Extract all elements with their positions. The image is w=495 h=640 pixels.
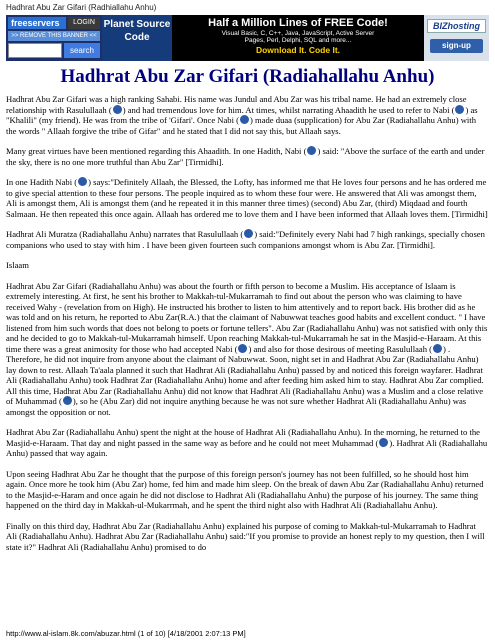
salutation-icon — [433, 344, 442, 353]
planet-source-code-logo[interactable]: Planet Source Code — [102, 15, 172, 61]
paragraph-virtues: Many great virtues have been mentioned regarding this Ahaadith. In one Hadith, Nabi ( ) said: "Above the surface of the earth and under the sky, there is no one more truthful than Abu Zar" [Tirmidhi]. — [6, 146, 485, 167]
salutation-icon — [63, 396, 72, 405]
paragraph-acceptance: Hadhrat Abu Zar Gifari (Radiahallahu Anhu) was about the fourth or fifth person to become a Muslim. His acceptance of Islaam is extremely interesting. At first, he sent his brother to Makkah-tul-Mukarramah to find out about the person who was claiming to have received Wahy - (revelation from on High). He instructed his brother to listen to him attentively and to report back. His brother did as he was told and on his return, he reported to Abu Zar(R.A.) that the claimant of Nabuwwat teaches good habits and excellent conduct. " I have listened from him such words that does not belong to poets or fortune tellers". Abu Zar (Radiahallahu Anhu) was not satisfied with only this and he decided to go to Makkah-tul-Mukarramah himself. Upon reaching Makkah-tul-Mukarramah he sat in the Masjid-e-Haraam. At this time there was a great animosity for those who had accepted Nabi ( ) and also for those desirous of meeting Rasulullaah ( ) . Therefore, he did not inquire from anyone about the claimant of Nabuwwat. Soon, night set in and Hadhrat Abu Zar (Radiahallahu Anhu) lay down to rest. Allaah Ta'aala planned it such that Hadhrat Ali (Radiahallahu Anhu) passed by and noticed this foreign wayfarer. Hadhrat Ali (Radiahallahu Anhu) took Hadhrat Zar (Radiahallahu Anhu) home and after feeding him asked him to stay. Hadhrat Abu Zar complied. All this time, Hadhrat Abu Zar (Radiahallahu Anhu) did not know that Hadhrat Ali (Radiahallahu Anhu) was a Muslim and a close relative of Muhammad ( ), so he (Abu Zar) did not inquire anything because he was not sure whether Hadhrat Ali (Radiahallahu Anhu) was amongst the opposition or not. — [6, 280, 488, 417]
salutation-icon — [240, 115, 249, 124]
bizhosting-logo[interactable]: BIZhosting — [427, 19, 486, 33]
freeservers-logo[interactable]: freeservers — [8, 17, 66, 29]
salutation-icon — [238, 344, 247, 353]
salutation-icon — [113, 105, 122, 114]
paragraph-companions: Hadhrat Ali Muratza (Radiahallahu Anhu) narrates that Rasulullaah ( ) said:"Definitely every Nabi had 7 high rankings, specially chosen companions who used to stay with him . I have been given fourteen such companions amongst whom is Abu Zar. [Tirmidhi]. — [6, 229, 485, 250]
section-heading-islaam: Islaam — [6, 260, 29, 270]
article-body — [6, 94, 488, 562]
search-button[interactable]: search — [64, 43, 100, 58]
ad-line-2: Pages, Perl, Delphi, SQL and more... — [244, 37, 352, 44]
salutation-icon — [379, 438, 388, 447]
paragraph-intro: Hadhrat Abu Zar Gifari was a high ranking Sahabi. His name was Jundul and Abu Zar was his tribal name. He had an extremely close relationship with Rasulullaah ( ) and had tremendous love for him. At times, whilst narrating Ahaadith he used to refer to Nabi ( ) as "Khalili" (my friend). He was from the tribe of 'Gifari'. Once Nabi ( ) made duaa (supplication) for Abu Zar (Radiahallahu Anhu) with the words " Allaah forgive the tribe of Gifar" and he stated that I did not say this, but Allaah says. — [6, 94, 478, 136]
page-title: Hadhrat Abu Zar Gifari (Radiahallahu Anhu) — [60, 66, 435, 87]
ad-banner — [6, 15, 489, 61]
salutation-icon — [244, 229, 253, 238]
remove-banner-link[interactable]: >> REMOVE THIS BANNER << — [8, 31, 100, 41]
paragraph-night-stay: Hadhrat Abu Zar (Radiahallahu Anhu) spent the night at the house of Hadhrat Ali (Radiahallahu Anhu). In the morning, he returned to the Masjid-e-Haraam. That day and night passed in the same way as before and he could not meet Muhammad ( ). Hadhrat Ali (Radiahallahu Anhu) passed that way again. — [6, 427, 488, 458]
salutation-icon — [78, 177, 87, 186]
print-footer-url: http://www.al-islam.8k.com/abuzar.html (1 of 10) [4/18/2001 2:07:13 PM] — [6, 629, 246, 638]
freeservers-panel — [6, 15, 102, 61]
signup-button[interactable]: sign-up — [430, 39, 483, 53]
ad-line-1: Visual Basic, C, C++, Java, JavaScript, Active Server — [221, 30, 375, 37]
free-code-ad[interactable] — [172, 15, 424, 61]
ad-call-to-action: Download It. Code It. — [255, 45, 341, 55]
ad-headline: Half a Million Lines of FREE Code! — [208, 17, 388, 29]
paragraph-four-persons: In one Hadith Nabi ( ) says:"Definitely Allaah, the Blessed, the Lofty, has informed me that He loves four persons and he has ordered me to give special attention to these four persons. The people inquired as to whom these four were. He answered that Ali was amongst them, Ali is amongst them, Ali is amongst them (and he repeated it in this manner three times) (second) Abu Zar, (third) Miqdaad and fourth Salmaan. He then repeated this once again. Allaah has ordered me to love them and I have been informed that Allaah loves them. [Tirmidhi] — [6, 177, 488, 219]
login-button[interactable]: LOGIN — [68, 17, 100, 29]
print-header-title: Hadhrat Abu Zar Gifari (Radhiallahu Anhu) — [6, 3, 157, 12]
salutation-icon — [307, 146, 316, 155]
search-input[interactable] — [8, 43, 62, 58]
bizhosting-panel — [424, 15, 489, 61]
salutation-icon — [455, 105, 464, 114]
paragraph-purpose: Finally on this third day, Hadhrat Abu Zar (Radiahallahu Anhu) explained his purpose of coming to Makkah-tul-Mukarramah to Hadhrat Ali (Radiahallahu Anhu). Hadhrat Abu Zar (Radiahallahu Anhu) said:"If you promise to provide an honest reply to my question, then I will state it?" Hadhrat Ali (Radiahallahu Anhu) promised to do — [6, 520, 485, 552]
paragraph-third-day: Upon seeing Hadhrat Abu Zar he thought that the purpose of this foreign person's journey has not been fulfilled, so he should host him again. Once more he took him (Abu Zar) home, fed him and made him sleep. On the break of dawn Abu Zar (Radiahallahu Anhu) returned to the Masjid-e-Haram and once again he did not disclose to Hadhrat Ali (Radiahallahu Anhu) the purpose of his journey. The same thing happened on the third day in Makkah-ul-Mukarrmah, and he spent the third night also with Hadhrat Ali (Radiahallahu Anhu). — [6, 468, 484, 510]
